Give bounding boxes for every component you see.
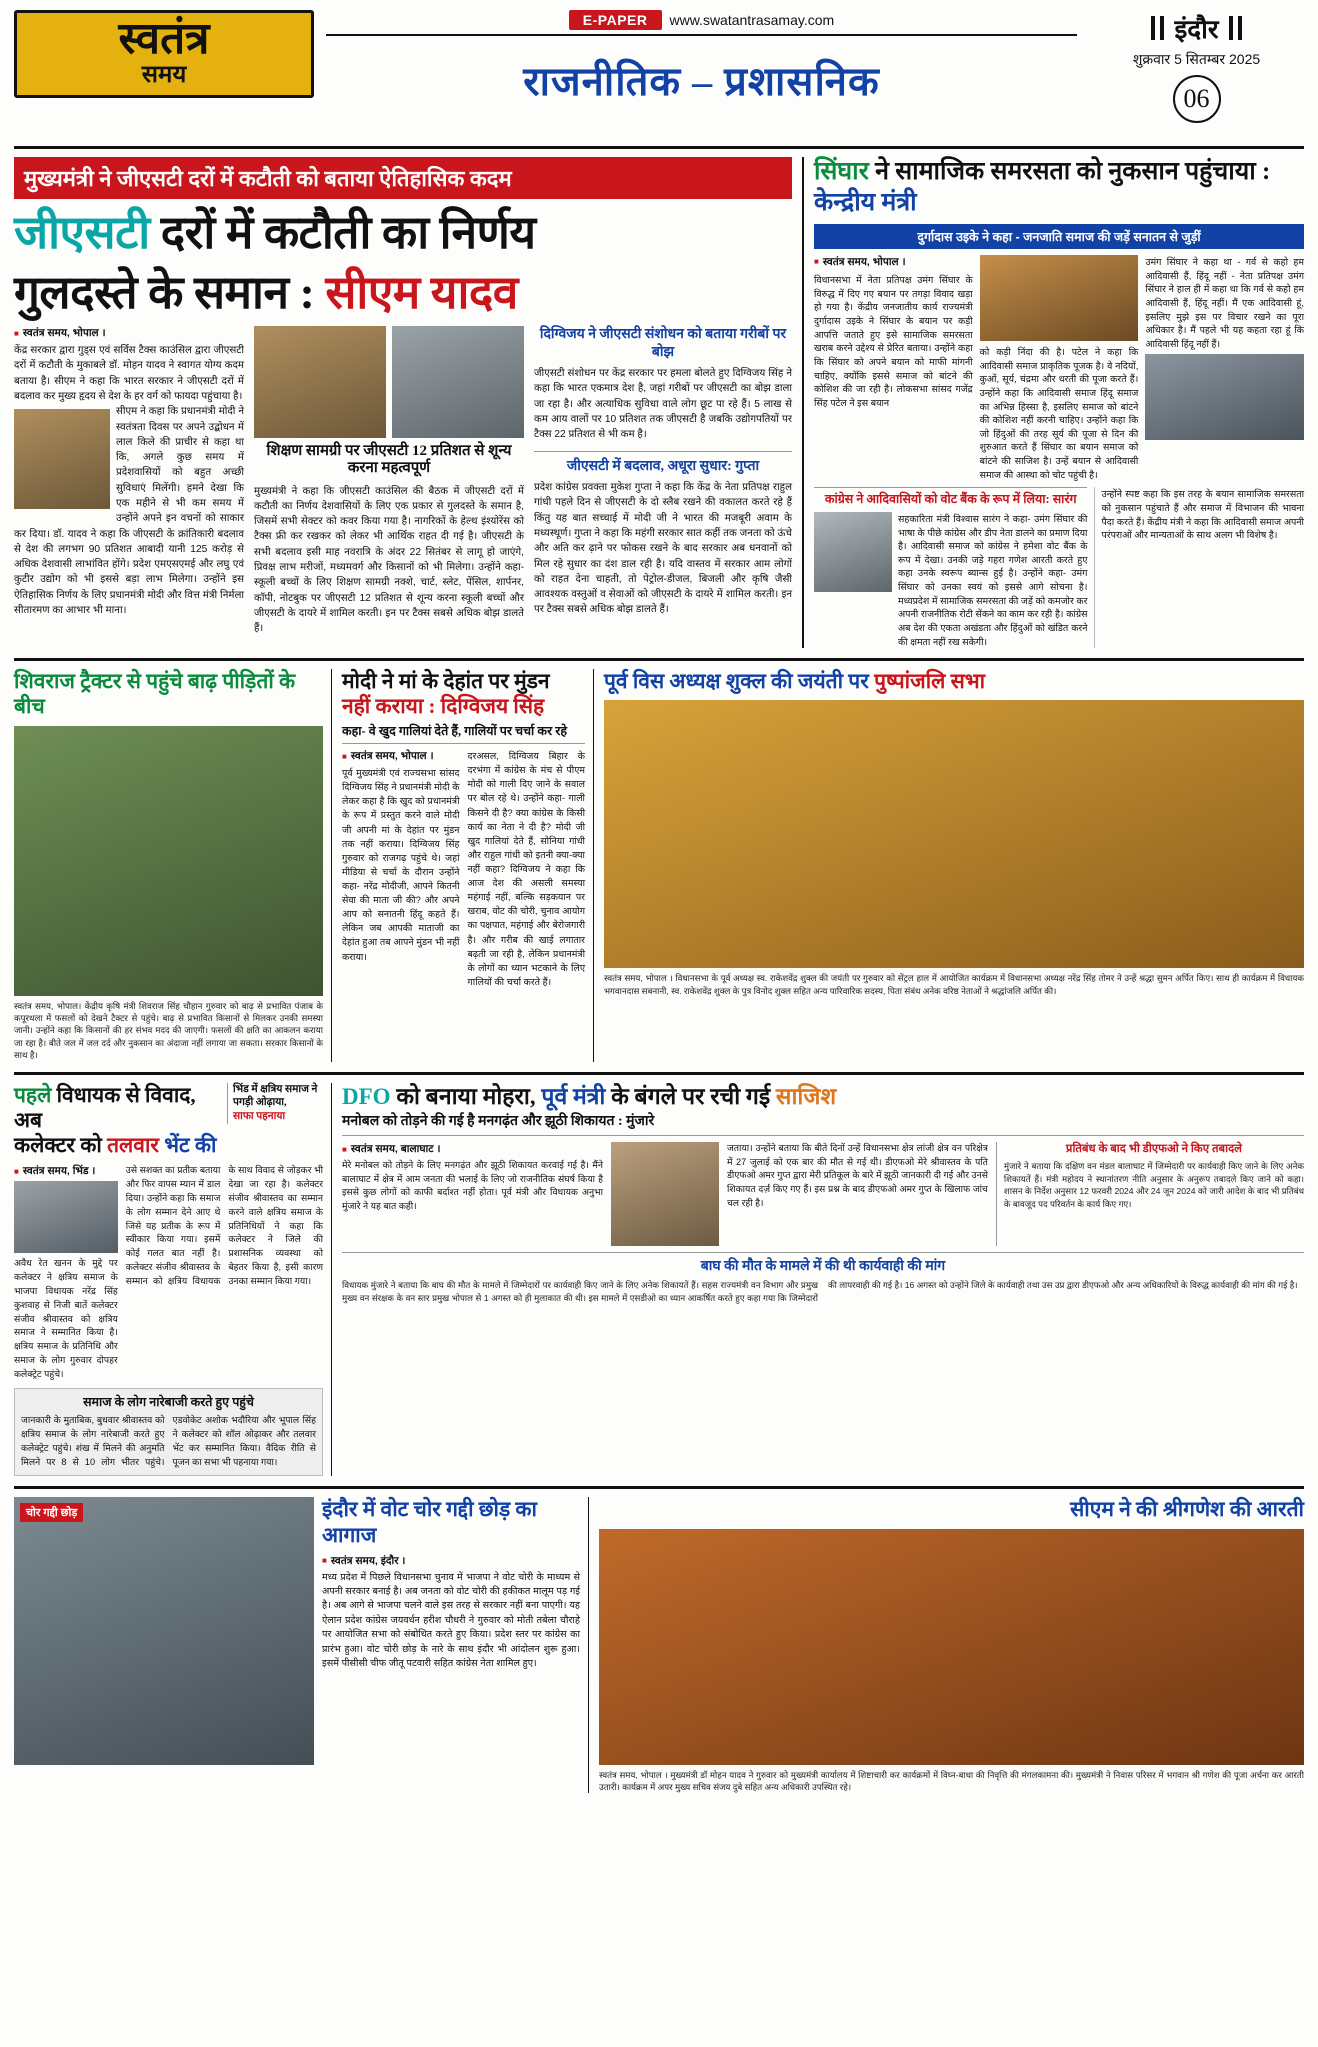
singhar-col3-text: उमंग सिंघार ने कहा था - गर्व से कहो हम आदिवासी हैं, हिंदू नहीं - नेता प्रतिपक्ष उमंग सिंघार ने हाल ही में कहा था कि गर्व से कहो हम आदिवासी हैं, हिंदू नहीं। मैं एक आदिवासी हूं, इसलिए मुझे इस पर विचार रखने का पूरा अधिकार है। मैं पहले भी यह कहता रहा हूं कि आदिवासी हिंदू नहीं हैं। — [1145, 256, 1305, 349]
photo-bhind-collector — [14, 1181, 118, 1253]
dfo-photo-col — [611, 1142, 719, 1246]
bhind-col-2 — [126, 1164, 323, 1381]
lead-column-2 — [254, 326, 524, 636]
vote-chor-row — [14, 1497, 580, 1765]
edition-date: शुक्रवार 5 सितम्बर 2025 — [1132, 51, 1261, 67]
modi-headline-2 — [342, 694, 585, 719]
dfo-col2-text: जताया। उन्होंने बताया कि बीते दिनों उन्हें विधानसभा क्षेत्र लांजी क्षेत्र वन परिक्षेत्र में 27 जुलाई को एक बार की मौत से गई थी। डीएफओ मेरे श्रीवास्तव के पति डीएफओ अमर गुप्त द्वारा मेरी प्रतिकूल के बारे में झूठी जानकारी दी गई और उनसे शिकायत दर्ज़ किए गए हैं। इस प्रश्न के बाद डीएफओ अमर गुप्त के खिलाफ जांच चल रही है। — [726, 1142, 988, 1209]
vote-chor-headline — [322, 1497, 580, 1547]
dfo-headline-e: साजिश — [775, 1083, 837, 1109]
lead-col1-p2: सीएम ने कहा कि प्रधानमंत्री मोदी ने स्वतंत्रता दिवस पर अपने उद्बोधन में लाल किले की प्राचीर से कहा था कि, अगले कुछ समय में प्रदेशवासियों को बहुत अच्छी सुविधाएं मिलेंगी। हमने देखा कि एक महीने से भी कम समय में उन्होंने अपने इन वचनों को साकार कर दिया। डॉ. यादव ने कहा कि जीएसटी के क्रांतिकारी बदलाव से देश की लगभग 90 प्रतिशत आबादी यानी 125 करोड़ से अधिक देशवासी लाभांवित होंगे। प्रदेश एमएसएमई और लघु एवं कुटीर उद्योग को भी इससे बड़ा लाभ मिलेगा। उन्होंने इस ऐतिहासिक निर्णय के लिए प्रधानमंत्री मोदी और वित्त मंत्री निर्मला सीतारमण का आभार भी माना। — [14, 406, 244, 617]
singhar-col-3 — [1145, 255, 1304, 481]
dfo-headline-d: के बंगले पर रची गई — [611, 1083, 771, 1109]
singhar-col1-text: विधानसभा में नेता प्रतिपक्ष उमंग सिंघार के विरुद्ध में दिए गए बयान पर तगड़ा विवाद खड़ा हो गया है। केंद्रीय जनजातीय कार्य राज्यमंत्री दुर्गादास उइके ने सिंघार के बयान पर कड़ी आपत्ति जताते हुए इसे सामाजिक समरसता खराब करने उद्देश्य से प्रेरित बताया। उन्होंने कहा कि सिंघार को अपने बयान को माफी मांगनी चाहिए, क्योंकि इससे समाज को बांटने की कोशिश की जा रही है। लोकसभा सांसद गजेंद्र सिंह पटेल ने इस बयान — [814, 274, 973, 408]
bhind-side-deck — [227, 1083, 323, 1124]
photo-congress-rally — [14, 1497, 314, 1765]
singhar-col4-text: उन्होंने स्पष्ट कहा कि इस तरह के बयान सामाजिक समरसता को नुकसान पहुंचाते हैं और समाज में विभाजन की भावना पैदा करते हैं। केंद्रीय मंत्री ने कहा कि आदिवासी समाज अपनी परंपराओं और मान्यताओं के साथ अलग भी विशेष है। — [1094, 487, 1304, 648]
dfo-box2-body: विधायक मुंजारे ने बताया कि बाघ की मौत के मामले में जिम्मेदारों पर कार्यवाही किए जाने के लिए अनेक शिकायतें हैं। सहस राज्यमंत्री वन विभाग और प्रमुख मुख्य वन संरक्षक के वन स्तर प्रमुख भोपाल से 1 अगस्त को ही मुलाकात की थी। इस मामले में एसडीओ का ध्यान आकर्षित करते हुए कहा गया कि जिम्मेदारों की लापरवाही की गई है। 16 अगस्त को उन्होंने जिले के कार्यवाही तथा उस उप्र द्वारा डीएफओ और अन्य अधिकारियों के विरुद्ध कार्यवाही की मांग की गई है। — [342, 1280, 1298, 1303]
dfo-columns — [342, 1142, 1304, 1246]
singhar-headline-accent2: केन्द्रीय मंत्री — [814, 188, 917, 216]
vote-chor-story — [14, 1497, 589, 1793]
ganesh-caption: स्वतंत्र समय, भोपाल । मुख्यमंत्री डॉ मोहन यादव ने गुरुवार को मुख्यमंत्री कार्यालय में शिष्टाचारी कर कार्यक्रमों में विघ्न-बाधा की निवृत्ति की मंगलकामना की। मुख्यमंत्री ने निवास परिसर में भगवान श्री गणेश की पूजा अर्चना कर आरती उतारी। कार्यक्रम में अपर मुख्य सचिव संजय दुबे सहित अन्य अधिकारी उपस्थित रहे। — [599, 1769, 1304, 1792]
modi-headline-1: मोदी ने मां के देहांत पर मुंडन — [342, 669, 550, 694]
modi-col2-text: दरअसल, दिग्विजय बिहार के दरभंगा में कांग्रेस के मंच से पीएम मोदी को गाली दिए जाने के सवाल पर बोल रहे थे। उन्होंने कहा- गाली किसने दी है? क्या कांग्रेस के किसी कार्य का नेता ने दी है? मोदी जी खुद गालियां देते हैं, सोनिया गांधी और राहुल गांधी को इतनी क्या-क्या नहीं कहा? दिग्विजय ने कहा कि आज देश की असली समस्या महंगाई नहीं, बल्कि सड़कयान पर खराब, वोट की चोरी, चुनाव आयोग का पक्षपात, महंगाई और बेरोजगारी है। और गरीब की खाई लगातार बढ़ती जा रही है, लेकिन प्रधानमंत्री के लोगों का ध्यान भटकाने के लिए गालियों की चर्चा करते हैं। — [467, 750, 585, 987]
dfo-box1-head: प्रतिबंध के बाद भी डीएफओ ने किए तबादले — [1065, 1142, 1242, 1155]
bhind-headline-row — [14, 1083, 323, 1159]
masthead-right — [1089, 10, 1304, 123]
dfo-box-2 — [342, 1252, 1304, 1304]
modi-col1-text: पूर्व मुख्यमंत्री एवं राज्यसभा सांसद दिग्विजय सिंह ने प्रधानमंत्री मोदी के लेकर कहा है कि खुद को प्रधानमंत्री के रूप में प्रस्तुत करने वाले मोदी जी अपनी मां के देहांत पर मुंडन तक नहीं कराया। दिग्विजय सिंह गुरुवार को राजगढ़ पहुंचे थे। जहां मीडिया से चर्चा के दौरान उन्होंने कहा- नरेंद्र मोदीजी, आपने कितनी सेवा की माता जी की? और अपने आप को सनातनी हिंदू कहते हैं। लेकिन जब आपकी माताजी का देहांत हुआ तब आपने मुंडन भी नहीं कराया। — [342, 767, 460, 962]
epaper-row — [326, 10, 1077, 36]
band-4 — [14, 1486, 1304, 1793]
photo-shukla-pushpanjali — [604, 700, 1304, 968]
photo-vishvas-sarang — [814, 512, 892, 592]
dfo-col-2 — [727, 1142, 988, 1246]
singhar-lower — [814, 487, 1304, 648]
lead-inset-portrait — [14, 409, 110, 509]
singhar-columns — [814, 255, 1304, 481]
lead-headline-line2 — [14, 267, 792, 319]
bhind-sword-story — [14, 1083, 332, 1477]
modi-columns — [342, 749, 585, 989]
singhar-headline-mid: ने सामाजिक समरसता को नुकसान पहुंचाया : — [875, 158, 1271, 185]
dfo-byline: ■ स्वतंत्र समय, बालाघाट । — [342, 1142, 603, 1156]
lead-headline-rest1: दरों में कटौती का निर्णय — [160, 207, 536, 258]
photo-cm-mohan-yadav — [254, 326, 386, 438]
dfo-headline-a: DFO — [342, 1083, 391, 1109]
photo-digvijaya-singh — [392, 326, 524, 438]
epaper-url[interactable]: www.swatantrasamay.com — [669, 12, 835, 28]
photo-shivraj-tractor — [14, 726, 323, 996]
shivraj-caption: स्वतंत्र समय, भोपाल। केंद्रीय कृषि मंत्री शिवराज सिंह चौहान गुरुवार को बाढ़ से प्रभावित पंजाब के कपूरथला में फसलों को देखने टैक्टर से पहुंचे। बाढ़ से प्रभावित किसानों से मिलकर उनकी समस्या जानी। उन्होंने कहा कि किसानों की हर संभव मदद की जाएगी। फसलों की क्षति का आकलन कराया जा रहा है। बीते जल में जल दर्द और नुकसान का अंदाजा नहीं लगाया जा सकता। सरकार किसानों के साथ है। — [14, 1000, 323, 1061]
vote-chor-photo-wrap — [14, 1497, 314, 1765]
modi-mundan-story — [342, 669, 594, 1062]
vote-chor-text-col — [322, 1497, 580, 1765]
edition-city: इंदौर — [1174, 15, 1219, 44]
lead-photo-caption: शिक्षण सामग्री पर जीएसटी 12 प्रतिशत से शून्य करना महत्वपूर्ण — [266, 443, 512, 477]
sarang-box — [814, 487, 1087, 648]
logo-title-line1: स्वतंत्र — [118, 14, 210, 63]
shukla-caption: स्वतंत्र समय, भोपाल । विधानसभा के पूर्व अध्यक्ष स्व. राकेशवेंद्र शुक्ल की जयंती पर गुरुवार को सेंट्रल हाल में आयोजित कार्यक्रम में विधानसभा अध्यक्ष नरेंद्र सिंह तोमर ने उन्हें श्रद्धा सुमन अर्पित किए। साथ ही कार्यक्रम में विधायक भगवानदास सबनानी, स्व. राकेशवेंद्र शुक्ल के पुत्र विनोद शुक्ल सहित अन्य पारिवारिक सदस्य, पिता संबंध अनेक वरिष्ठ नेताओं ने श्रद्धांजलि अर्पित की। — [604, 973, 1304, 996]
photo-anubha-munjare — [611, 1142, 719, 1246]
bhind-headline-1b: विधायक से विवाद, अब — [14, 1082, 196, 1132]
masthead — [14, 10, 1304, 142]
singhar-byline: ■ स्वतंत्र समय, भोपाल । — [814, 255, 973, 270]
photo-cm-ganesh-aarti — [599, 1529, 1304, 1765]
shukla-headline-1: पूर्व विस अध्यक्ष शुक्ल की जयंती पर — [604, 669, 869, 694]
modi-col-2 — [468, 749, 586, 989]
shukla-headline — [604, 669, 1304, 694]
lead-headline-rest2: गुलदस्ते के समान : — [14, 266, 315, 318]
singhar-headline — [814, 157, 1304, 218]
lead-col2-p1: मुख्यमंत्री ने कहा कि जीएसटी काउंसिल की बैठक में जीएसटी दरों में कटौती का निर्णय देशवासियों के लिए एक प्रकार से गुलदस्ते के समान है, जिसमें सभी सेक्टर को कवर किया गया है। नागरिकों के हेल्थ इंश्योरेंस को टैक्स फ्री कर रखकर को लेकर भी आर्थिक राहत दी गई है। जीएसटी के सभी बदलाव इसी माह नवरात्रि के अंदर 22 सितंबर से लागू हो जाएंगे, प्रिवक्ष लाभ मरीजों, मध्यमवर्ग और किसानों को भी मिलेगा। उन्होंने कहा- स्कूली बच्चों के लिए शिक्षण सामग्री नक्शे, चार्ट, स्लेट, पेंसिल, शार्पनर, कॉपी, नोटबुक पर जीएसटी 12 प्रतिशत से शून्य करना स्कूली बच्चों और जीएसटी के दायरे में शामिल करती। इन पर टैक्स सबसे अधिक बोझ डालते हैं। — [254, 485, 524, 635]
lead-column-1 — [14, 326, 244, 636]
bhind-box-body: जानकारी के मुताबिक, बुधवार श्रीवास्तव को क्षत्रिय समाज के लोग नारेबाजी करते हुए कलेक्ट्रेट पहुंचे। शंख में मिलने की अनुमति मिलने पर 8 से 10 लोग भीतर पहुंचे। एडवोकेट अशोक भदौरिया और भूपाल सिंह ने कलेक्टर को शॉल ओढ़ाकर और तलवार भेंट कर सम्मानित किया। वैदिक रीति से पूजन का सभा भी पहनाया गया। — [21, 1415, 316, 1467]
section-title: राजनीतिक – प्रशासनिक — [523, 59, 880, 104]
masthead-center — [314, 10, 1089, 107]
band-3 — [14, 1072, 1304, 1477]
edition-city-row — [1089, 10, 1304, 46]
dfo-box-1 — [996, 1142, 1304, 1246]
singhar-col2-text: को कड़ी निंदा की है। पटेल ने कहा कि आदिवासी समाज प्राकृतिक पूजक है। वे नदियों, कुओं, सूर्य, चंद्रमा और धरती की पूजा करते हैं। उन्होंने कहा कि आदिवासी समाज हिंदू समाज का अभिन्न हिस्सा है, इसलिए समाज को बांटने की कोशिश नहीं करनी चाहिए। उन्होंने कहा कि जो हिंदुओं की तरह सूर्य की पूजा से दिन की शुरुआत करते हैं सिंघार का बयान समाज को बांटने की साजिश है। उन्हें बयान से आदिवासी समाज की आस्था को चोट पहुंची है। — [979, 346, 1139, 480]
dfo-headline — [342, 1083, 1304, 1111]
lead-kicker: मुख्यमंत्री ने जीएसटी दरों में कटौती को बताया ऐतिहासिक कदम — [14, 157, 792, 199]
shukla-headline-2: पुष्पांजलि सभा — [874, 669, 986, 694]
vote-chor-headline-text: इंदौर में वोट चोर गद्दी छोड़ का आगाज — [322, 1497, 537, 1547]
singhar-col-2 — [980, 255, 1139, 481]
dfo-subhead: मनोबल को तोड़ने की गई है मनगढ़ंत और झूठी शिकायत : मुंजारे — [342, 1113, 1304, 1136]
top-section — [14, 157, 1304, 648]
page-number: 06 — [1173, 75, 1221, 123]
lead-headline-accent2: सीएम यादव — [325, 266, 518, 318]
lead-headline-line1 — [14, 207, 792, 259]
shivraj-headline — [14, 669, 323, 719]
lead-twin-photos — [254, 326, 524, 438]
bhind-col-1 — [14, 1164, 118, 1381]
dfo-story — [342, 1083, 1304, 1477]
dfo-headline-c: पूर्व मंत्री — [541, 1083, 606, 1109]
bars-right-icon — [1228, 16, 1243, 40]
bhind-headline-1 — [14, 1083, 221, 1133]
photo-tag-label: चोर गद्दी छोड़ — [20, 1503, 83, 1522]
bhind-headline-2a: कलेक्टर को — [14, 1133, 102, 1158]
bhind-col2-text: उसे सशक्त का प्रतीक बताया और फिर वापस म्यान में डाल दिया। उन्होंने कहा कि समाज के लोग सम्मान देने आए थे जिसे यह प्रतीक के रूप में स्वीकार किया गया। इसमें कोई गलत बात नहीं है। कलेक्टर संजीव श्रीवास्तव के सम्मान को क्षत्रिय विधायक के साथ विवाद से जोड़कर भी देखा जा रहा है। कलेक्टर संजीव श्रीवास्तव का सम्मान करने वाले क्षत्रिय समाज के प्रतिनिधियों ने कहा कि कलेक्टर ने जिले की प्रशासनिक व्यवस्था को बेहतर किया है, इसी कारण उनका सम्मान किया गया। — [125, 1165, 323, 1286]
band-2 — [14, 658, 1304, 1062]
bhind-headline-2b: तलवार — [107, 1133, 159, 1158]
bhind-col1-text: अवैध रेत खनन के मुद्दे पर कलेक्टर ने क्षत्रिय समाज के भाजपा विधायक नरेंद्र सिंह कुशवाह से निजी बातें कलेक्टर संजीव श्रीवास्तव को क्षत्रिय समाज ने सम्मानित किया है। क्षत्रिय समाज के प्रतिनिधि और समाज के लोग गुरुवार दोपहर कलेक्ट्रेट पहुंचे। — [14, 1258, 118, 1379]
shukla-jayanti-story — [604, 669, 1304, 1062]
bhind-headline-2c: भेंट की — [164, 1133, 217, 1158]
bhind-box — [14, 1388, 323, 1477]
bhind-box-head: समाज के लोग नारेबाजी करते हुए पहुंचे — [83, 1394, 254, 1409]
bars-left-icon — [1150, 16, 1165, 40]
box2-head: जीएसटी में बदलाव, अधूरा सुधार: गुप्ता — [534, 451, 792, 476]
dfo-headline-b: को बनाया मोहरा, — [396, 1083, 536, 1109]
photo-durgadas-uike — [980, 255, 1139, 341]
ganesh-headline-text: सीएम ने की श्रीगणेश की आरती — [1070, 1497, 1304, 1522]
vote-chor-body: मध्य प्रदेश में पिछले विधानसभा चुनाव में भाजपा ने वोट चोरी के माध्यम से अपनी सरकार बनाई है। अब जनता को वोट चोरी की हकीकत मालूम पड़ गई है। अब आगे से भाजपा चलने वाले इस तरह से सरकार नहीं बना पाएगी। यह ऐलान प्रदेश कांग्रेस जयवर्धन हरीश चौधरी ने गुरुवार को मोती तबेला चौराहे पर आयोजित सभा को संबोधित करते हुए किया। प्रदेश स्तर पर कांग्रेस का प्रारंभ हुआ। वोट चोरी छोड़ के नारे के साथ इंदौर भी आंदोलन शुरू हुआ। इसमें पीसीसी चीफ जीतू पटवारी सहित कांग्रेस नेता शामिल हुए। — [322, 1571, 580, 1670]
dfo-col1-text: मेरे मनोबल को तोड़ने के लिए मनगढ़ंत और झूठी शिकायत करवाई गई है। मैंने बालाघाट में क्षेत्र में आम जनता की भलाई के लिए जो राजनीतिक संघर्ष किया है इससे कुछ लोगों को काफी बर्दाश्त नहीं होता। पूर्व मंत्री और विधायक अनुभा मुंजारे ने यह बात कही। — [342, 1159, 603, 1212]
bhind-side-deck-2: साफा पहनाया — [233, 1111, 286, 1123]
box1-body: जीएसटी संशोधन पर केंद्र सरकार पर हमला बोलते हुए दिग्विजय सिंह ने कहा कि भारत एकमात्र देश है, जहां गरीबों पर जीएसटी का बोझ डाला जा रहा है। और अत्याधिक सुविधा वाले लोग छूट पा रहे हैं। 5 लाख से कम आय वालों पर 10 प्रतिशत तक जीएसटी है जबकि उद्योगपतियों पर टैक्स 22 प्रतिशत से भी कम है। — [534, 368, 792, 441]
masthead-divider — [14, 146, 1304, 149]
modi-byline: ■ स्वतंत्र समय, भोपाल । — [342, 749, 460, 763]
singhar-subbar: दुर्गादास उइके ने कहा - जनजाति समाज की जड़ें सनातन से जुड़ीं — [814, 224, 1304, 249]
bhind-side-deck-1: भिंड में क्षत्रिय समाज ने पगड़ी ओढ़ाया, — [233, 1083, 318, 1109]
singhar-headline-accent: सिंघार — [814, 158, 869, 185]
lead-column-3 — [534, 326, 792, 636]
shivraj-story — [14, 669, 332, 1062]
lead-story — [14, 157, 804, 648]
vote-chor-byline: ■ स्वतंत्र समय, इंदौर । — [322, 1554, 580, 1568]
newspaper-logo — [14, 10, 314, 98]
bhind-headline-2 — [14, 1133, 221, 1158]
bhind-byline: ■ स्वतंत्र समय, भिंड । — [14, 1164, 118, 1178]
dfo-box2-head: बाघ की मौत के मामले में की थी कार्यवाही की मांग — [700, 1258, 946, 1274]
epaper-badge[interactable]: E-PAPER — [569, 10, 662, 30]
lead-columns — [14, 326, 792, 636]
singhar-story — [814, 157, 1304, 648]
ganesh-headline — [599, 1497, 1304, 1522]
modi-subhead: कहा- वे खुद गालियां देते हैं, गालियों पर चर्चा कर रहे — [342, 724, 585, 745]
modi-headline-2-text: नहीं कराया : दिग्विजय सिंह — [342, 694, 545, 719]
photo-umang-singhar — [1145, 354, 1304, 440]
modi-col-1 — [342, 749, 460, 989]
sarang-box-head: कांग्रेस ने आदिवासियों को वोट बैंक के रूप में लिया: सारंग — [814, 487, 1087, 508]
shivraj-headline-text: शिवराज ट्रैक्टर से पहुंचे बाढ़ पीड़ितों के बीच — [14, 669, 296, 719]
singhar-col-1 — [814, 255, 973, 481]
box1-head: दिग्विजय ने जीएसटी संशोधन को बताया गरीबों पर बोझ — [539, 327, 787, 360]
bhind-columns — [14, 1164, 323, 1381]
dfo-col-1 — [342, 1142, 603, 1246]
cm-ganesh-aarti-story — [599, 1497, 1304, 1793]
lead-headline-accent1: जीएसटी — [14, 207, 150, 258]
lead-col1-p1: केंद्र सरकार द्वारा गुड्स एवं सर्विस टैक्स काउंसिल द्वारा जीएसटी दरों में कटौती के मुकाबले डॉ. मोहन यादव ने स्वागत योग्य कदम बताया है। सीएम ने कहा कि भारत सरकार ने जीएसटी दरों में बदलाव कर मुख्य हृदय से देश के हर वर्ग को फायदा पहुंचाया है। — [14, 345, 244, 402]
bhind-headline-1a: पहले — [14, 1082, 52, 1107]
box2-body: प्रदेश कांग्रेस प्रवक्ता मुकेश गुप्ता ने कहा कि केंद्र के नेता प्रतिपक्ष राहुल गांधी पहले दिन से जीएसटी के दो स्लैब रखने की वकालत करते रहे हैं किंतु यह बात सच्चाई में मोदी जी ने भारत की मजबूरी अवाम के मध्यस्थूर्ण। गुप्ता ने कहा कि महंगी सरकार सात कहीं तक जनता को ऊंचे और अति कर ढ़ाने पर फोकस रखने के बाद सरकार अब धनवानों को मिल रहे सुधार का दंश डाल रही है। यदि वास्तव में सरकार आम लोगों को राहत देना चाहती, तो पेट्रोल-डीजल, बिजली और कृषि जैसी आवश्यक वस्तुओं व सेवाओं को जीएसटी के दायरे में शामिल करती। इन पर टैक्स सबसे अधिक बोझ डालते हैं। — [534, 482, 792, 616]
lead-byline: ■ स्वतंत्र समय, भोपाल । — [14, 326, 244, 340]
sarang-box-body: सहकारिता मंत्री विश्वास सारंग ने कहा- उमंग सिंघार की भाषा के पीछे कांग्रेस और डीप नेता डालने का प्रमाण दिया है। आदिवासी समाज को कांग्रेस ने हमेशा वोट बैंक के रूप में देखा। उनकी जड़े गहरा गणेश आरती करते हुए कहा उनके स्वरूप ब्यान्स हुई है। उन्होंने कहा- उमंग सिंघार को उनका स्वयं को इससे आगे सोचना है। मध्यप्रदेश में सामाजिक समरसता की जड़ें को कमजोर कर अपनी राजनीतिक रोटी सेंकने का काम कर रही है। कांग्रेस अब देश की एकता अखंडता और हिंदुओं को खंडित करने की क्षमता नहीं रख सकेगी। — [898, 512, 1088, 647]
dfo-box1-body: मुंजारे ने बताया कि दक्षिण वन मंडल बालाघाट में जिम्मेदारी पर कार्यवाही किए जाने के लिए अनेक शिकायतें हैं। मंत्री महोदय ने स्थानांतरण नीति अनुसार के अनुरूप तबादले किए जाने को कहा। शासन के निर्देश अनुसार 12 फरवरी 2024 और 24 जून 2024 को जारी आदेश के बाद भी प्रतिबंध के बावजूद पद परिवर्तन के कार्य किए गए। — [1003, 1161, 1304, 1209]
logo-title-line2: समय — [141, 62, 187, 88]
